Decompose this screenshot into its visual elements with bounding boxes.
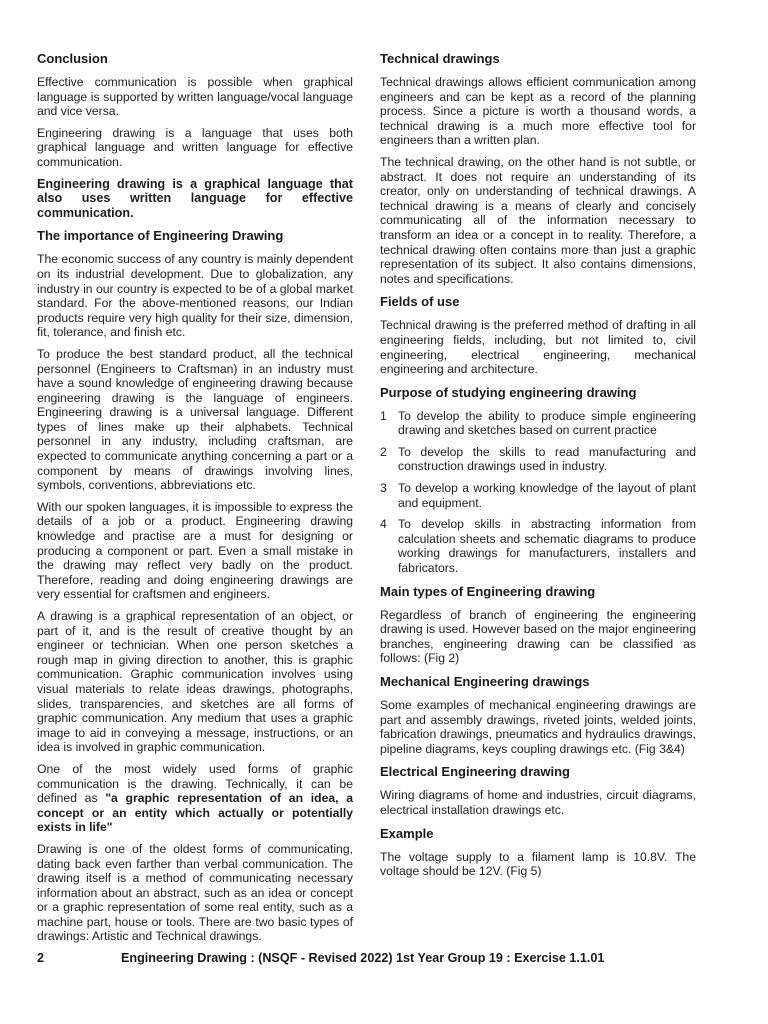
definition-lead-text: One of the most widely used forms of graphic communication is the drawing. Technically, it can be defined as [37, 761, 353, 806]
importance-paragraph-1: The economic success of any country is mainly dependent on its industrial development. Due to globalization, any industry in our country is expected to be of a global market standard. For the above-mentioned reasons, our Indian products require very high quality for their size, dimension, fit, tolerance, and finish etc. [37, 252, 353, 340]
purpose-item-number: 3 [380, 481, 387, 496]
purpose-item-text: To develop a working knowledge of the layout of plant and equipment. [398, 481, 696, 510]
importance-paragraph-3: With our spoken languages, it is impossible to express the details of a job or a product. Engineering drawing knowledge and practise are a must for designing or producing a component or part. Even a small mistake in the drawing may reflect very badly on the product. Therefore, reading and doing engineering drawings are very essential for craftsmen and engineers. [37, 499, 353, 602]
left-column [37, 50, 353, 951]
purpose-item-number: 2 [380, 444, 387, 459]
example-paragraph: The voltage supply to a filament lamp is 10.8V. The voltage should be 12V. (Fig 5) [380, 849, 696, 879]
purpose-item [380, 409, 696, 438]
electrical-heading: Electrical Engineering drawing [380, 764, 570, 780]
conclusion-paragraph-1: Effective communication is possible when graphical language is supported by written language/vocal language and vice versa. [37, 75, 353, 119]
purpose-list [380, 409, 696, 576]
conclusion-paragraph-2: Engineering drawing is a language that uses both graphical language and written language for effective communication. [37, 125, 353, 169]
purpose-item-text: To develop the skills to read manufacturing and construction drawings used in industry. [398, 444, 696, 474]
page-number: 2 [37, 951, 45, 965]
importance-paragraph-6: Drawing is one of the oldest forms of communicating, dating back even farther than verbal communication. The drawing itself is a method of communicating necessary information about an abstract, such as an idea or concept or a graphic representation of some real entity, such as a machine part, house or tools. There are two basic types of drawings: Artistic and Technical drawings. [37, 841, 353, 944]
technical-drawings-heading: Technical drawings [380, 51, 500, 66]
purpose-item [380, 517, 696, 575]
definition-quote: "a graphic representation of an idea, a concept or an entity which actually or potentially exists in life" [37, 791, 353, 835]
purpose-item-text: To develop skills in abstracting information from calculation sheets and schematic diagrams to produce working drawings for manufacturers, installers and fabricators. [398, 517, 696, 576]
right-column [380, 50, 696, 886]
technical-paragraph-1: Technical drawings allows efficient communication among engineers and can be kept as a record of the planning process. Since a picture is worth a thousand words, a technical drawing is a much more effective tool for engineers than a written plan. [380, 75, 696, 148]
purpose-item-number: 1 [380, 408, 387, 423]
purpose-item [380, 445, 696, 474]
purpose-item [380, 481, 696, 510]
purpose-item-number: 4 [380, 517, 387, 532]
purpose-item-text: To develop the ability to produce simple engineering drawing and sketches based on current practice [398, 408, 696, 438]
purpose-heading: Purpose of studying engineering drawing [380, 384, 637, 400]
conclusion-heading: Conclusion [37, 51, 108, 66]
main-types-heading: Main types of Engineering drawing [380, 583, 596, 599]
technical-paragraph-2: The technical drawing, on the other hand is not subtle, or abstract. It does not require an understanding of its creator, only on understanding of technical drawings. A technical drawing is a means of clearly and concisely communicating all of the information necessary to transform an idea or a concept in to reality. Therefore, a technical drawing often contains more than just a graphic representation of its subject. It also contains dimensions, notes and specifications. [380, 154, 696, 286]
importance-paragraph-4: A drawing is a graphical representation of an object, or part of it, and is the result of creative thought by an engineer or technician. When one person sketches a rough map in giving direction to another, this is graphic communication. Graphic communication involves using visual materials to relate ideas drawings, photographs, slides, transparencies, and sketches are all forms of graphic communication. Any medium that uses a graphic image to aid in conveying a message, instructions, or an idea is involved in graphic communication. [37, 609, 353, 755]
fields-of-use-heading: Fields of use [380, 294, 460, 310]
mechanical-paragraph: Some examples of mechanical engineering drawings are part and assembly drawings, riveted joints, welded joints, fabrication drawings, pneumatics and hydraulics drawings, pipeline diagrams, keys coupling drawings etc. (Fig 3&4) [380, 698, 696, 756]
page-footer [37, 951, 717, 969]
fields-paragraph: Technical drawing is the preferred method of drafting in all engineering fields, including, but not limited to, civil engineering, electrical engineering, mechanical engineering and architecture. [380, 318, 696, 377]
conclusion-bold-statement: Engineering drawing is a graphical language that also uses written language for effective communication. [37, 176, 353, 220]
main-types-paragraph: Regardless of branch of engineering the engineering drawing is used. However based on the major engineering branches, engineering drawing can be classified as follows: (Fig 2) [380, 607, 696, 666]
example-heading: Example [380, 825, 434, 841]
mechanical-heading: Mechanical Engineering drawings [380, 674, 590, 689]
footer-title: Engineering Drawing : (NSQF - Revised 2022) 1st Year Group 19 : Exercise 1.1.01 [121, 951, 605, 965]
electrical-paragraph: Wiring diagrams of home and industries, circuit diagrams, electrical installation drawings etc. [380, 788, 696, 817]
importance-paragraph-5 [37, 762, 353, 835]
importance-heading: The importance of Engineering Drawing [37, 228, 284, 244]
importance-paragraph-2: To produce the best standard product, all the technical personnel (Engineers to Craftsman) in an industry must have a sound knowledge of engineering drawing because engineering drawing is the language of engineers. Engineering drawing is a universal language. Different types of lines make up their alphabets. Technical personnel in any industry, including craftsman, are expected to communicate anything concerning a part or a component by means of drawings involving lines, symbols, conventions, abbreviations etc. [37, 346, 353, 493]
